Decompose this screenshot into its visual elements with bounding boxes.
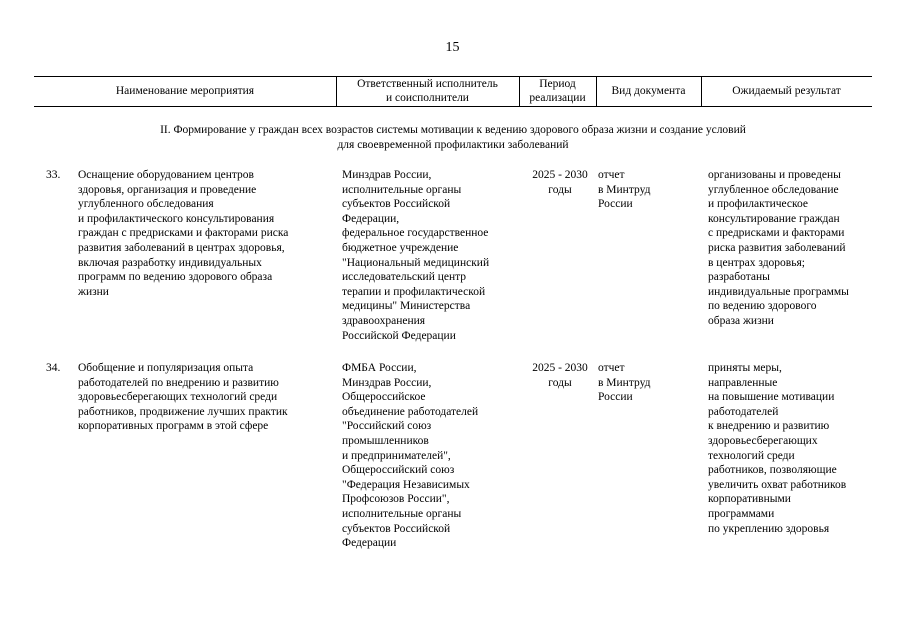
responsible-executor-line: Профсоюзов России",: [342, 493, 450, 506]
implementation-period-line: годы: [548, 376, 572, 389]
responsible-executor-line: промышленников: [342, 434, 429, 447]
event-name-line: здоровьесберегающих технологий среди: [78, 391, 278, 404]
expected-result-line: к внедрению и развитию: [708, 420, 830, 433]
document-type: [598, 361, 650, 405]
implementation-period-line: годы: [548, 183, 572, 196]
expected-result-line: увеличить охват работников: [708, 478, 847, 491]
header-responsible: Ответственный исполнитель и соисполнители: [357, 78, 498, 104]
expected-result-line: на повышение мотивации: [708, 391, 835, 404]
implementation-period-line: 2025 - 2030: [532, 169, 588, 181]
event-name-line: граждан с предрисками и факторами риска: [78, 227, 289, 240]
implementation-period: [523, 361, 597, 390]
expected-result: [708, 168, 849, 329]
responsible-executor-line: Общероссийский союз: [342, 464, 455, 477]
event-name-line: углубленного обследования: [78, 198, 214, 211]
event-name-line: жизни: [78, 285, 109, 298]
responsible-executor-line: Минздрав России,: [342, 376, 432, 389]
expected-result-line: с предрисками и факторами: [708, 227, 845, 240]
responsible-executor-line: исполнительные органы: [342, 183, 462, 196]
expected-result-line: по укреплению здоровья: [708, 522, 830, 535]
event-name: [78, 361, 288, 434]
expected-result: [708, 361, 846, 536]
expected-result-line: углубленное обследование: [708, 183, 839, 196]
expected-result-line: корпоративными: [708, 493, 791, 506]
responsible-executor-line: ФМБА России,: [342, 362, 417, 374]
event-name-line: Оснащение оборудованием центров: [78, 169, 254, 181]
section-title: II. Формирование у граждан всех возрастов системы мотивации к ведению здорового образа жизни и создание условий для своевременной профилактики заболеваний: [160, 124, 746, 151]
event-name-line: работодателей по внедрению и развитию: [78, 376, 279, 389]
responsible-executor-line: медицины" Министерства: [342, 300, 471, 313]
expected-result-line: образа жизни: [708, 314, 774, 327]
header-event-name: Наименование мероприятия: [115, 84, 255, 97]
responsible-executor-line: Федерации,: [342, 212, 400, 225]
responsible-executor-line: терапии и профилактической: [342, 285, 486, 298]
expected-result-line: приняты меры,: [708, 362, 782, 374]
responsible-executor: [342, 168, 489, 343]
expected-result-line: индивидуальные программы: [708, 285, 849, 298]
header-document-type: Вид документа: [611, 84, 686, 97]
responsible-executor-line: федеральное государственное: [342, 227, 489, 240]
responsible-executor-line: исследовательский центр: [342, 271, 467, 284]
page-number: 15: [445, 40, 460, 55]
responsible-executor-line: субъектов Российской: [342, 522, 451, 535]
document-type-line: отчет: [598, 169, 625, 181]
document-type-line: отчет: [598, 362, 625, 374]
expected-result-line: организованы и проведены: [708, 169, 841, 181]
event-name-line: развития заболеваний в центрах здоровья,: [78, 241, 285, 254]
implementation-period-line: 2025 - 2030: [532, 362, 588, 374]
responsible-executor-line: Федерации: [342, 537, 397, 550]
header-expected-result: Ожидаемый результат: [732, 84, 841, 97]
responsible-executor-line: "Российский союз: [342, 420, 432, 433]
row-number: [46, 168, 60, 183]
document-type-line: в Минтруд: [598, 183, 651, 196]
row-number: [46, 361, 60, 376]
event-name-line: и профилактического консультирования: [78, 212, 275, 225]
event-name-line: корпоративных программ в этой сфере: [78, 420, 269, 433]
expected-result-line: технологий среди: [708, 449, 795, 462]
event-name-line: программ по ведению здорового образа: [78, 271, 273, 284]
responsible-executor-line: исполнительные органы: [342, 507, 462, 520]
row-number-line: 33.: [46, 169, 61, 181]
document-type: [598, 168, 650, 212]
responsible-executor-line: здравоохранения: [342, 314, 426, 327]
responsible-executor-line: бюджетное учреждение: [342, 241, 459, 254]
expected-result-line: работников, позволяющие: [708, 464, 837, 477]
responsible-executor-line: субъектов Российской: [342, 198, 451, 211]
event-name-line: Обобщение и популяризация опыта: [78, 362, 254, 374]
responsible-executor-line: и предпринимателей",: [342, 449, 451, 462]
document-type-line: России: [598, 391, 633, 404]
expected-result-line: и профилактическое: [708, 198, 809, 211]
expected-result-line: риска развития заболеваний: [708, 241, 846, 254]
expected-result-line: программами: [708, 507, 775, 520]
responsible-executor-line: "Национальный медицинский: [342, 256, 490, 269]
row-number-line: 34.: [46, 362, 61, 374]
expected-result-line: здоровьесберегающих: [708, 434, 818, 447]
expected-result-line: направленные: [708, 376, 778, 389]
document-type-line: в Минтруд: [598, 376, 651, 389]
responsible-executor-line: Российской Федерации: [342, 329, 456, 342]
header-period: Период реализации: [529, 78, 586, 104]
expected-result-line: работодателей: [708, 405, 779, 418]
expected-result-line: в центрах здоровья;: [708, 256, 805, 269]
responsible-executor-line: Минздрав России,: [342, 169, 432, 181]
responsible-executor-line: Общероссийское: [342, 391, 426, 404]
event-name-line: включая разработку индивидуальных: [78, 256, 262, 269]
event-name-line: работников, продвижение лучших практик: [78, 405, 288, 418]
expected-result-line: по ведению здорового: [708, 300, 817, 313]
header-bottom-rule: [34, 106, 872, 107]
expected-result-line: консультирование граждан: [708, 212, 840, 225]
responsible-executor: [342, 361, 478, 551]
expected-result-line: разработаны: [708, 271, 770, 284]
document-type-line: России: [598, 198, 633, 211]
implementation-period: [523, 168, 597, 197]
event-name: [78, 168, 288, 299]
responsible-executor-line: объединение работодателей: [342, 405, 479, 418]
event-name-line: здоровья, организация и проведение: [78, 183, 257, 196]
responsible-executor-line: "Федерация Независимых: [342, 478, 470, 491]
